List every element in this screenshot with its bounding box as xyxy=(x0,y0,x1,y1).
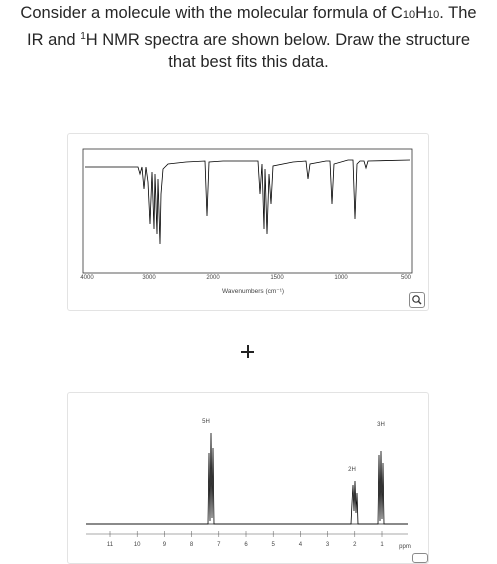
ir-tick-label: 4000 xyxy=(80,275,94,281)
nmr-x-axis xyxy=(86,531,408,548)
question-line-3: that best fits this data. xyxy=(168,53,329,71)
nmr-tick-label: 9 xyxy=(162,542,167,548)
nmr-tick-label: 1 xyxy=(380,542,384,548)
nmr-spectrum-chart xyxy=(68,393,428,563)
nmr-tick-label: 7 xyxy=(217,542,221,548)
nmr-zoom-button[interactable] xyxy=(412,553,428,563)
ir-tick-label: 3000 xyxy=(142,275,156,281)
nmr-tick-label: 2 xyxy=(353,542,357,548)
nmr-tick-label: 10 xyxy=(133,542,141,548)
nmr-spectrum-card xyxy=(67,392,429,564)
ir-plot-frame xyxy=(83,149,412,273)
add-structure-button[interactable] xyxy=(238,342,258,362)
nmr-x-axis-label: ppm xyxy=(399,544,411,550)
ir-x-axis xyxy=(80,275,411,281)
ir-spectrum-card xyxy=(67,133,429,311)
ir-tick-label: 2000 xyxy=(206,275,220,281)
ir-spectrum-chart xyxy=(68,134,428,310)
nmr-tick-label: 11 xyxy=(106,542,114,548)
ir-zoom-button[interactable] xyxy=(409,292,425,308)
nmr-peak-label-methyl: 3H xyxy=(377,422,385,428)
nmr-tick-label: 3 xyxy=(325,542,330,548)
question-line-2: IR and $^1$H NMR spectra are shown below. Draw the structure xyxy=(27,31,470,49)
ir-tick-label: 1000 xyxy=(334,275,348,281)
nmr-tick-label: 6 xyxy=(244,542,248,548)
magnifier-icon xyxy=(410,293,424,307)
ir-tick-label: 500 xyxy=(400,275,412,281)
nmr-tick-label: 4 xyxy=(298,542,303,548)
nmr-tick-label: 8 xyxy=(189,542,194,548)
nmr-trace xyxy=(86,433,408,524)
ir-trace xyxy=(85,160,410,244)
question-line-1: Consider a molecule with the molecular formula of C10H10. The xyxy=(20,4,477,22)
nmr-peak-label-aromatic: 5H xyxy=(202,419,210,425)
ir-tick-label: 1500 xyxy=(270,275,284,281)
nmr-tick-label: 5 xyxy=(271,542,275,548)
ir-x-axis-label: Wavenumbers (cm⁻¹) xyxy=(221,288,285,295)
nmr-peak-label-methylene: 2H xyxy=(348,467,356,473)
question-text xyxy=(0,2,497,73)
